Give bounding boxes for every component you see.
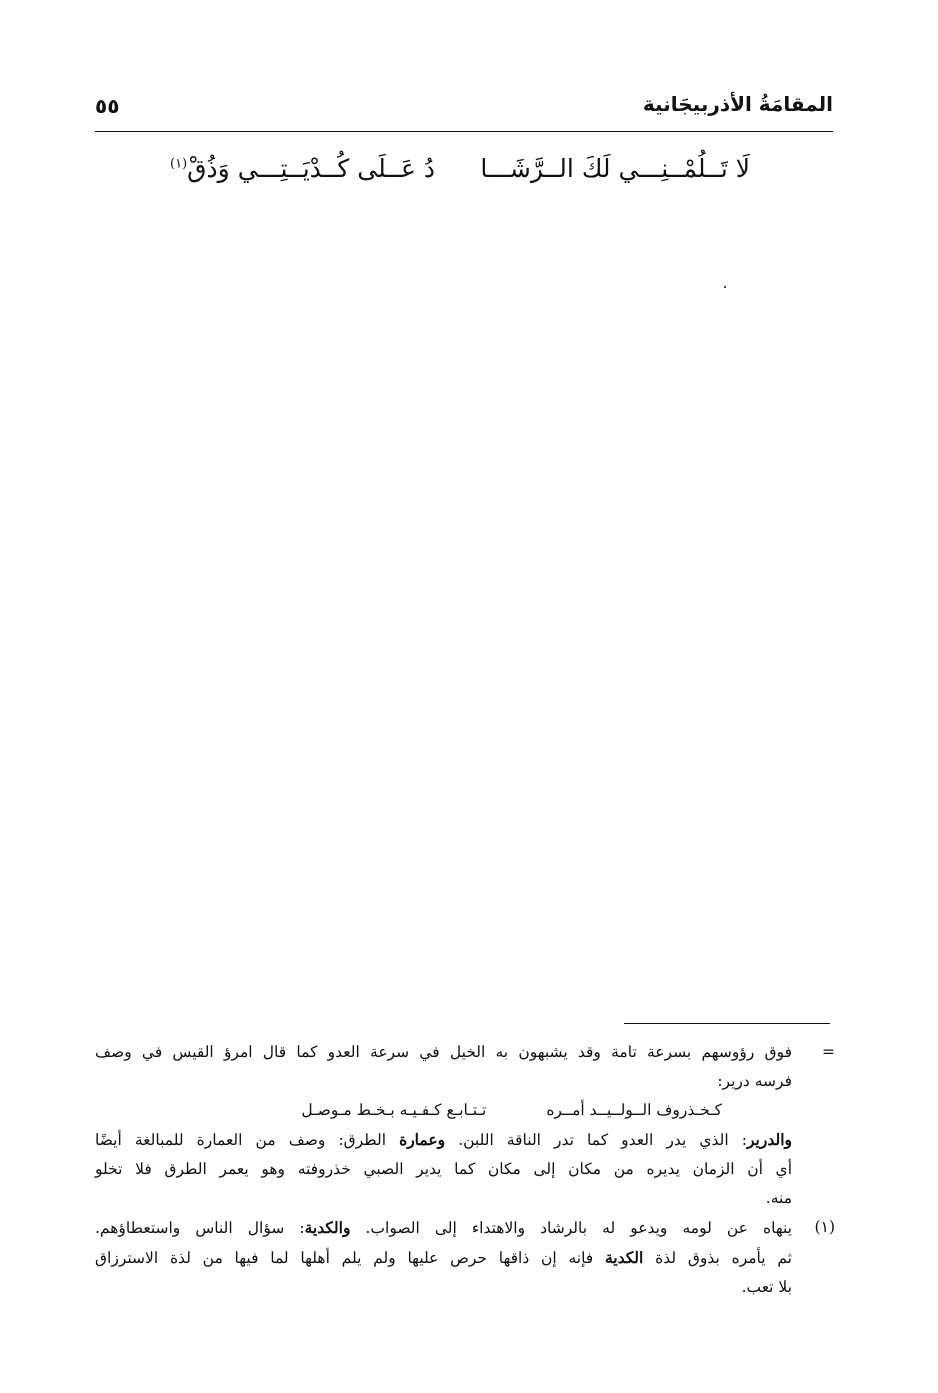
footnote-line: فوق رؤوسهم بسرعة تامة وقد يشبهون به الخيل في سرعة العدو كما قال امرؤ القيس في وصف (95, 1043, 792, 1061)
footnote-line (95, 1243, 792, 1273)
page-number: ٥٥ (95, 94, 120, 118)
footnote-line (95, 1125, 792, 1155)
footnote-text: ثم يأمره بذوق لذة (655, 1249, 792, 1267)
verse-second-hemistich-text: دُ عَــلَى كُــدْيَــتِـــي وَذُقْ (187, 154, 436, 183)
footnote-reference[interactable]: (١) (170, 156, 188, 172)
glossary-definition: : سؤال الناس واستعطاؤهم. (95, 1219, 305, 1237)
glossary-term: الكدية (604, 1248, 644, 1267)
poem-verse (170, 150, 750, 198)
footnote-marker: (١) (814, 1218, 835, 1236)
glossary-definition: الطرق: وصف من العمارة للمبالغة أيضًا (95, 1131, 386, 1149)
footnote-line: بلا تعب. (741, 1278, 792, 1296)
footnote-continuation (95, 1038, 835, 1213)
glossary-term: وعمارة (399, 1130, 446, 1149)
glossary-term: والدرير (746, 1130, 792, 1149)
quoted-poem-second-hemistich: تـتـابـع كـفـيـه بـخـط مـوصـل (301, 1101, 487, 1119)
page-header (95, 92, 833, 130)
quoted-poem-first-hemistich: كـخـذروف الــولــيــد أمــره (546, 1101, 722, 1119)
header-rule (95, 131, 833, 132)
stray-mark (724, 286, 726, 288)
footnote-line (95, 1213, 792, 1243)
running-title: المقامَةُ الأذربيجَانية (642, 92, 833, 116)
footnote-1 (95, 1213, 835, 1302)
footnote-separator (624, 1023, 830, 1024)
glossary-term: والكدية (304, 1218, 351, 1237)
footnote-text: ينهاه عن لومه ويدعو له بالرشاد والاهتداء إلى الصواب. (365, 1219, 792, 1237)
footnote-line: منه. (765, 1189, 792, 1207)
glossary-definition: : الذي يدر العدو كما تدر الناقة اللبن. (458, 1131, 747, 1149)
verse-second-hemistich (170, 154, 435, 183)
footnote-line: أي أن الزمان يديره من مكان إلى مكان كما يدير الصبي خذروفته وهو يعمر الطرق فلا تخلو (95, 1160, 792, 1178)
footnote-text: فإنه إن ذاقها حرص عليها ولم يلم أهلها لما فيها من لذة الاسترزاق (95, 1249, 594, 1267)
footnote-line: فرسه درير: (717, 1072, 792, 1090)
quoted-poem-line (95, 1096, 792, 1125)
verse-first-hemistich: لَا تَــلُمْــنِـــي لَكَ الــرَّشَـــا (480, 154, 750, 183)
continuation-marker: = (822, 1043, 835, 1061)
footnotes-area (95, 1038, 835, 1302)
